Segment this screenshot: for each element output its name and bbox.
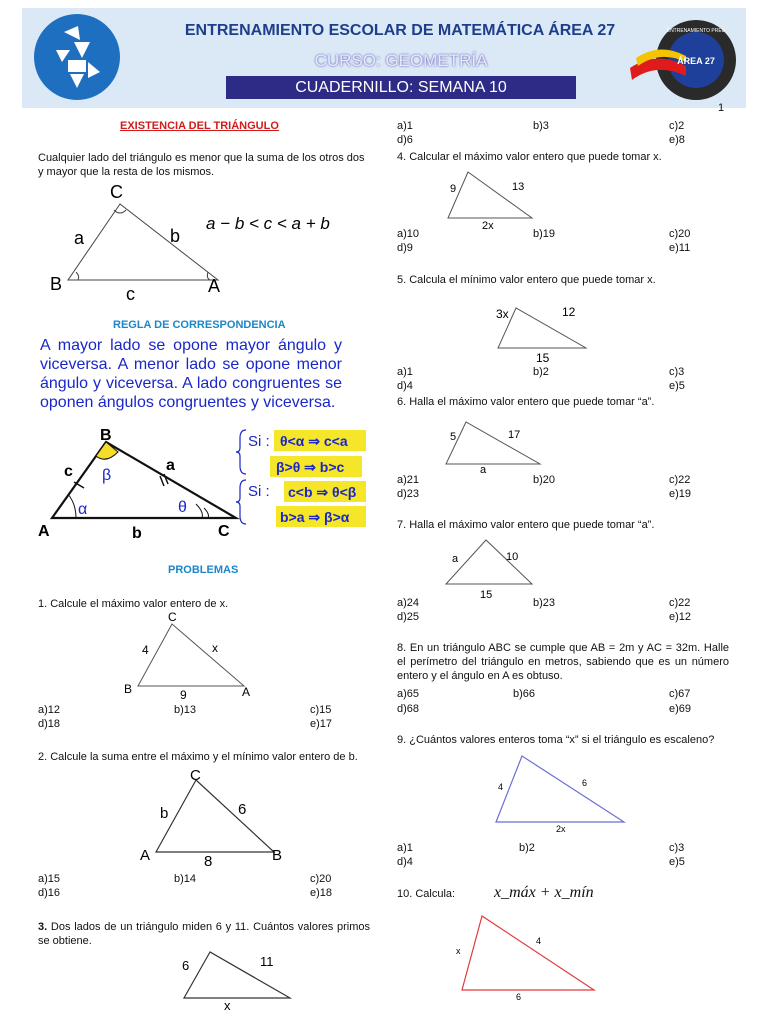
problem-5-question: 5. Calcula el mínimo valor entero que puede tomar x. bbox=[397, 274, 656, 286]
p4-option-a[interactable]: a)10 bbox=[397, 228, 420, 240]
side-10-label: 10 bbox=[506, 551, 519, 563]
problem-7-triangle bbox=[440, 534, 550, 600]
side-x-label: x bbox=[212, 641, 218, 655]
side-13-label: 13 bbox=[512, 181, 525, 193]
problem-2-triangle bbox=[140, 764, 290, 868]
problem-10-question: 10. Calcula: bbox=[397, 888, 456, 900]
p4-option-e[interactable]: e)11 bbox=[669, 242, 691, 254]
triangle-figure-existence bbox=[40, 180, 370, 305]
rule-title: REGLA DE CORRESPONDENCIA bbox=[113, 319, 286, 331]
p5-option-b[interactable]: b)2 bbox=[533, 366, 549, 378]
problem-3-number: 3. bbox=[38, 921, 48, 933]
problem-9-question: 9. ¿Cuántos valores enteros toma “x” si el triángulo es escaleno? bbox=[397, 734, 715, 746]
vertex-b-label: B bbox=[272, 847, 283, 864]
p3-option-c[interactable]: c)2 bbox=[669, 120, 685, 132]
side-5-label: 5 bbox=[450, 431, 457, 443]
page-number: 1 bbox=[718, 102, 725, 114]
p4-option-c[interactable]: c)20 bbox=[669, 228, 691, 240]
p1-option-a[interactable]: a)12 bbox=[38, 704, 61, 716]
p1-option-d[interactable]: d)18 bbox=[38, 718, 61, 730]
p5-option-e[interactable]: e)5 bbox=[669, 380, 685, 392]
side-x-label: x bbox=[456, 946, 461, 956]
p4-option-d[interactable]: d)9 bbox=[397, 242, 413, 254]
p9-option-b[interactable]: b)2 bbox=[519, 842, 535, 854]
problem-9-triangle bbox=[486, 752, 632, 836]
p2-option-b[interactable]: b)14 bbox=[174, 873, 197, 885]
p2-option-c[interactable]: c)20 bbox=[310, 873, 332, 885]
side-6-label: 6 bbox=[582, 778, 588, 788]
header-booklet-bar bbox=[226, 76, 576, 99]
header-booklet: CUADERNILLO: SEMANA 10 bbox=[295, 79, 507, 96]
problem-8-question: 8. En un triángulo ABC se cumple que AB = 2m y AC = 32m. Halle el perímetro del triángulo en metros, sabiendo que es un número entero y el ángulo en A es obtuso. bbox=[397, 642, 729, 682]
vertex-b-label: B bbox=[100, 427, 112, 444]
p9-option-e[interactable]: e)5 bbox=[669, 856, 685, 868]
side-3x-label: 3x bbox=[496, 307, 509, 321]
base-2x-label: 2x bbox=[556, 824, 566, 834]
p6-option-b[interactable]: b)20 bbox=[533, 474, 556, 486]
problem-4-triangle bbox=[440, 166, 550, 232]
relation-2: β>θ ⇒ b>c bbox=[276, 459, 345, 475]
problem-5-triangle bbox=[490, 296, 600, 366]
existence-text: Cualquier lado del triángulo es menor que la suma de los otros dos y mayor que la resta de los mismos. bbox=[38, 152, 365, 178]
vertex-a-label: A bbox=[242, 685, 251, 699]
side-b-label: b bbox=[160, 805, 169, 822]
base-15-label: 15 bbox=[536, 351, 550, 365]
problem-2-question: 2. Calcule la suma entre el máximo y el mínimo valor entero de b. bbox=[38, 751, 358, 763]
p3-option-b[interactable]: b)3 bbox=[533, 120, 549, 132]
base-label: 9 bbox=[180, 688, 187, 700]
vertex-b-label: B bbox=[50, 274, 63, 294]
p8-option-d[interactable]: d)68 bbox=[397, 703, 420, 715]
problems-title: PROBLEMAS bbox=[168, 564, 239, 576]
side-a-label: a bbox=[452, 553, 459, 565]
si-label-2: Si : bbox=[248, 483, 270, 500]
logo-right-text: ÁREA 27 bbox=[677, 56, 715, 66]
p5-option-d[interactable]: d)4 bbox=[397, 380, 413, 392]
relation-1: θ<α ⇒ c<a bbox=[280, 433, 348, 449]
rule-text: A mayor lado se opone mayor ángulo y viceversa. A menor lado se opone menor ángulo y viceversa. A lado congruentes se oponen ángulos congruentes y viceversa. bbox=[40, 337, 342, 411]
p2-option-d[interactable]: d)16 bbox=[38, 887, 61, 899]
vertex-c-label: C bbox=[168, 610, 177, 624]
side-a-label: a bbox=[74, 228, 85, 248]
p9-option-d[interactable]: d)4 bbox=[397, 856, 413, 868]
side-6-label: 6 bbox=[182, 958, 190, 973]
triangle-figure-correspondence bbox=[36, 420, 372, 545]
side-b-label: b bbox=[170, 226, 181, 246]
side-6-label: 6 bbox=[238, 801, 247, 818]
p8-option-b[interactable]: b)66 bbox=[513, 688, 536, 700]
problem-6-question: 6. Halla el máximo valor entero que puede tomar “a”. bbox=[397, 396, 655, 408]
p1-option-b[interactable]: b)13 bbox=[174, 704, 197, 716]
area27-logo-icon bbox=[626, 10, 738, 108]
p6-option-a[interactable]: a)21 bbox=[397, 474, 420, 486]
vertex-c-label: C bbox=[190, 767, 201, 784]
p7-option-d[interactable]: d)25 bbox=[397, 611, 420, 623]
p5-option-c[interactable]: c)3 bbox=[669, 366, 685, 378]
p7-option-c[interactable]: c)22 bbox=[669, 597, 691, 609]
header-course: CURSO: GEOMETRÍA bbox=[314, 51, 488, 70]
problem-6-triangle bbox=[440, 414, 550, 474]
existence-title: EXISTENCIA DEL TRIÁNGULO bbox=[120, 120, 279, 132]
problem-7-question: 7. Halla el máximo valor entero que puede tomar “a”. bbox=[397, 519, 655, 531]
p9-option-c[interactable]: c)3 bbox=[669, 842, 685, 854]
p2-option-a[interactable]: a)15 bbox=[38, 873, 61, 885]
base-6-label: 6 bbox=[516, 992, 522, 1002]
side-4-label: 4 bbox=[498, 782, 504, 792]
vertex-c-label: C bbox=[218, 523, 230, 540]
side-17-label: 17 bbox=[508, 429, 521, 441]
base-a-label: a bbox=[480, 464, 487, 474]
side-c-label: c bbox=[64, 463, 73, 480]
p3-option-a[interactable]: a)1 bbox=[397, 120, 413, 132]
base-label: 8 bbox=[204, 853, 213, 868]
vertex-a-label: A bbox=[38, 523, 50, 540]
problem-3-text: Dos lados de un triángulo miden 6 y 11. Cuántos valores primos se obtiene. bbox=[38, 921, 370, 947]
side-label: 4 bbox=[142, 643, 149, 657]
side-c-label: c bbox=[126, 284, 135, 304]
tangram-logo-icon bbox=[34, 14, 120, 100]
p5-option-a[interactable]: a)1 bbox=[397, 366, 413, 378]
side-9-label: 9 bbox=[450, 183, 457, 195]
p6-option-d[interactable]: d)23 bbox=[397, 488, 420, 500]
p9-option-a[interactable]: a)1 bbox=[397, 842, 413, 854]
base-15-label: 15 bbox=[480, 589, 493, 600]
side-a-label: a bbox=[166, 457, 175, 474]
side-b-label: b bbox=[132, 525, 142, 542]
base-2x-label: 2x bbox=[482, 220, 494, 232]
problem-10-triangle bbox=[444, 908, 604, 1004]
vertex-a-label: A bbox=[208, 276, 221, 296]
p6-option-c[interactable]: c)22 bbox=[669, 474, 691, 486]
relation-4: b>a ⇒ β>α bbox=[280, 509, 350, 525]
p1-option-c[interactable]: c)15 bbox=[310, 704, 332, 716]
problem-4-question: 4. Calcular el máximo valor entero que puede tomar x. bbox=[397, 151, 662, 163]
p7-option-a[interactable]: a)24 bbox=[397, 597, 420, 609]
p7-option-e[interactable]: e)12 bbox=[669, 611, 692, 623]
problem-1-triangle bbox=[120, 608, 270, 700]
side-4-label: 4 bbox=[536, 936, 542, 946]
p3-option-d[interactable]: d)6 bbox=[397, 134, 413, 146]
angle-beta-label: β bbox=[102, 467, 112, 484]
p8-option-c[interactable]: c)67 bbox=[669, 688, 691, 700]
angle-theta-label: θ bbox=[178, 499, 187, 516]
problem-3-question bbox=[38, 920, 370, 948]
p8-option-e[interactable]: e)69 bbox=[669, 703, 692, 715]
angle-alpha-label: α bbox=[78, 501, 88, 518]
side-12-label: 12 bbox=[562, 305, 576, 319]
p1-option-e[interactable]: e)17 bbox=[310, 718, 333, 730]
logo-right-ring: ENTRENAMIENTO PREU bbox=[666, 28, 726, 34]
side-11-label: 11 bbox=[260, 954, 274, 969]
p6-option-e[interactable]: e)19 bbox=[669, 488, 692, 500]
header-title: ENTRENAMIENTO ESCOLAR DE MATEMÁTICA ÁREA 27 bbox=[184, 22, 616, 39]
p8-option-a[interactable]: a)65 bbox=[397, 688, 420, 700]
vertex-a-label: A bbox=[140, 847, 151, 864]
p7-option-b[interactable]: b)23 bbox=[533, 597, 556, 609]
problem-10-formula: x_máx + x_mín bbox=[494, 884, 594, 901]
problem-3-triangle bbox=[170, 946, 300, 1012]
existence-formula: a − b < c < a + b bbox=[206, 214, 330, 233]
relation-3: c<b ⇒ θ<β bbox=[288, 484, 357, 500]
problem-1-question: 1. Calcule el máximo valor entero de x. bbox=[38, 598, 229, 610]
vertex-b-label: B bbox=[124, 682, 133, 696]
base-x-label: x bbox=[224, 998, 231, 1012]
vertex-c-label: C bbox=[110, 182, 123, 202]
p4-option-b[interactable]: b)19 bbox=[533, 228, 556, 240]
si-label-1: Si : bbox=[248, 433, 270, 450]
p2-option-e[interactable]: e)18 bbox=[310, 887, 333, 899]
p3-option-e[interactable]: e)8 bbox=[669, 134, 685, 146]
